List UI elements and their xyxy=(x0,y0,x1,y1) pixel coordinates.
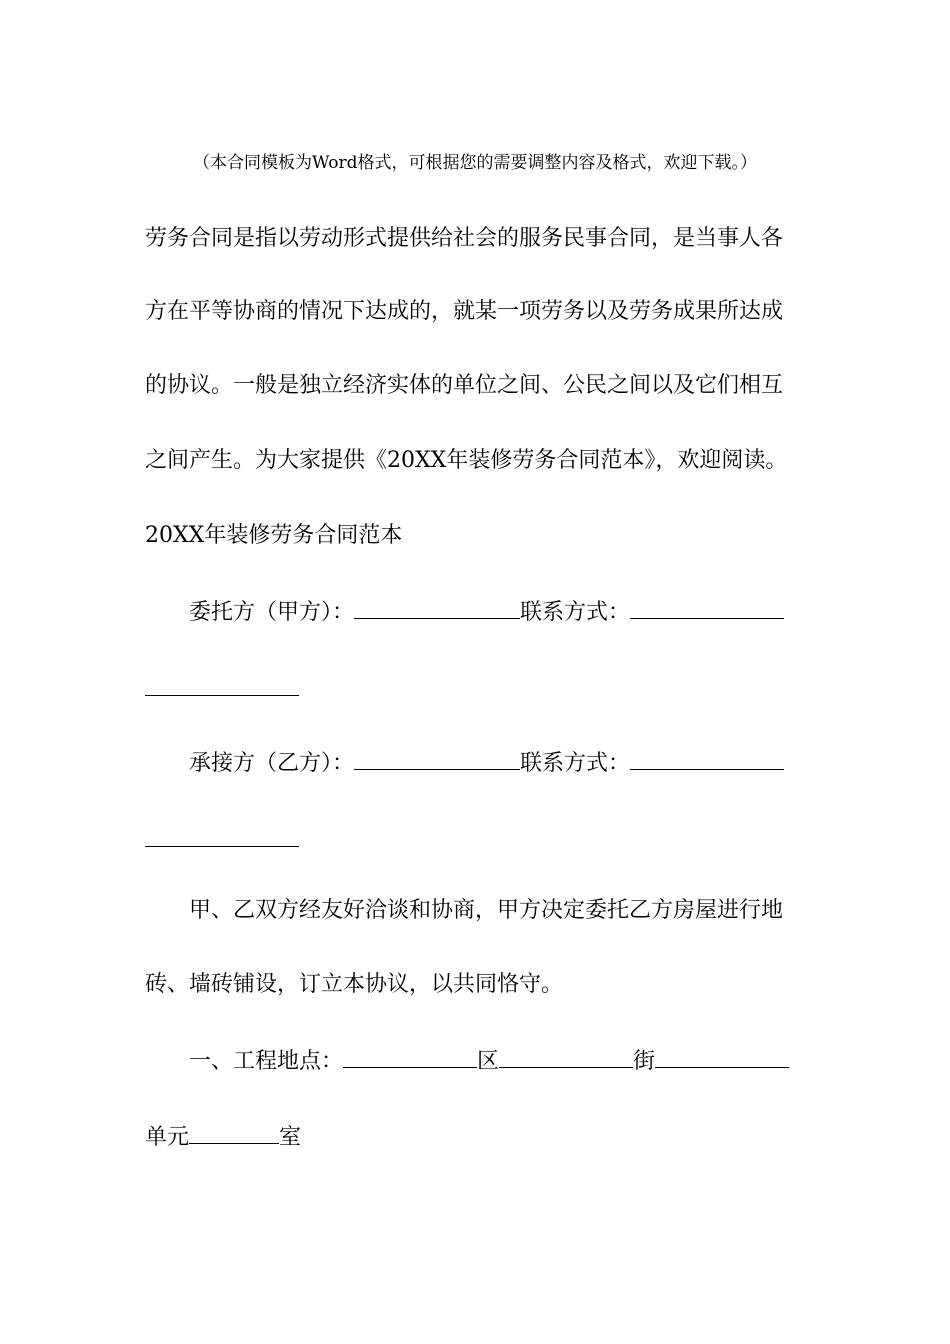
party-b-contact-blank[interactable] xyxy=(630,747,784,770)
intro-line-1: 劳务合同是指以劳动形式提供给社会的服务民事合同，是当事人各 xyxy=(145,226,784,251)
location-district-label: 区 xyxy=(477,1049,500,1074)
party-a-row xyxy=(145,596,849,628)
party-a-contact-blank-continued[interactable] xyxy=(145,695,299,696)
location-building-blank[interactable] xyxy=(655,1045,789,1068)
location-unit-row xyxy=(145,1121,805,1153)
agreement-line-1: 甲、乙双方经友好洽谈和协商，甲方决定委托乙方房屋进行地 xyxy=(189,898,784,923)
agreement-line-2: 砖、墙砖铺设，订立本协议，以共同恪守。 xyxy=(145,972,564,997)
location-row xyxy=(145,1045,849,1077)
party-b-label: 承接方（乙方）： xyxy=(189,751,355,776)
location-street-blank[interactable] xyxy=(499,1045,633,1068)
location-label: 一、工程地点： xyxy=(189,1049,344,1074)
party-a-contact-label: 联系方式： xyxy=(520,600,631,625)
party-a-label: 委托方（甲方）： xyxy=(189,600,355,625)
intro-line-3: 的协议。一般是独立经济实体的单位之间、公民之间以及它们相互 xyxy=(145,373,784,398)
party-b-name-blank[interactable] xyxy=(354,747,520,770)
template-note: （本合同模板为Word格式，可根据您的需要调整内容及格式，欢迎下载。） xyxy=(192,153,758,173)
party-b-contact-label: 联系方式： xyxy=(520,751,631,776)
contract-title: 20XX年装修劳务合同范本 xyxy=(145,523,403,548)
location-unit-blank[interactable] xyxy=(189,1121,279,1144)
party-a-contact-blank[interactable] xyxy=(630,596,784,619)
intro-line-2: 方在平等协商的情况下达成的，就某一项劳务以及劳务成果所达成 xyxy=(145,299,784,324)
party-b-row xyxy=(145,747,849,779)
location-unit-label: 单元 xyxy=(145,1125,190,1150)
intro-line-4: 之间产生。为大家提供《20XX年装修劳务合同范本》，欢迎阅读。 xyxy=(145,448,788,473)
party-a-name-blank[interactable] xyxy=(354,596,520,619)
location-district-blank[interactable] xyxy=(343,1045,477,1068)
location-street-label: 街 xyxy=(633,1049,656,1074)
party-b-contact-blank-continued[interactable] xyxy=(145,846,299,847)
location-room-label: 室 xyxy=(279,1125,302,1150)
